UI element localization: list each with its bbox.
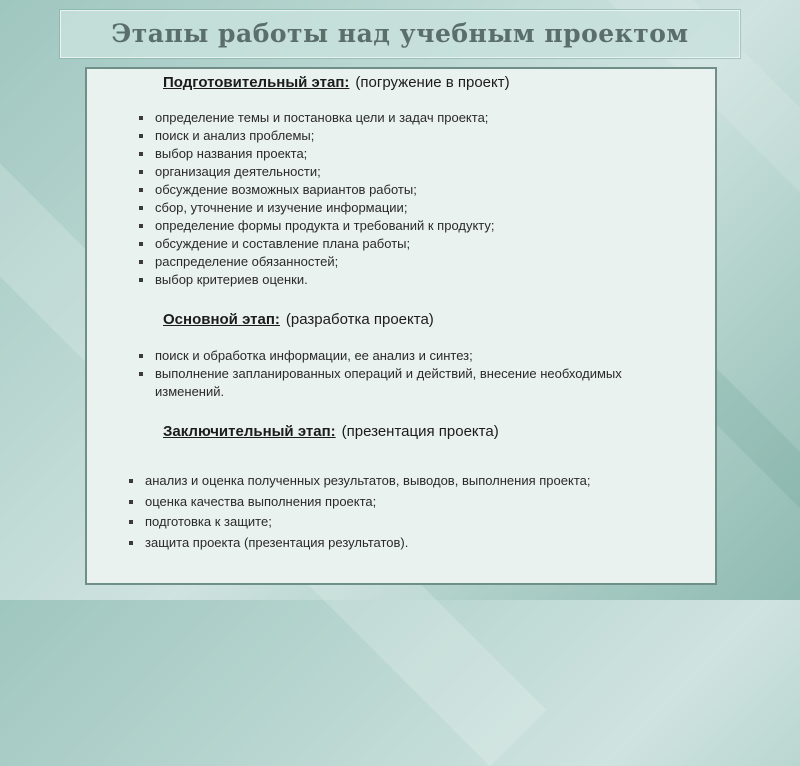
slide-title: Этапы работы над учебным проектом [111, 19, 689, 48]
stage-heading-main [163, 311, 434, 328]
list-item: обсуждение возможных вариантов работы; [137, 181, 697, 199]
list-item: анализ и оценка полученных результатов, выводов, выполнения проекта; [127, 471, 697, 492]
list-item: поиск и анализ проблемы; [137, 127, 697, 145]
stage-heading-preparatory [163, 74, 510, 91]
list-item: оценка качества выполнения проекта; [127, 492, 697, 513]
list-item: поиск и обработка информации, ее анализ и синтез; [137, 347, 637, 365]
list-item: определение формы продукта и требований к продукту; [137, 217, 697, 235]
stage-subtitle: (презентация проекта) [341, 423, 499, 440]
stage-list-final [127, 471, 697, 553]
list-item: выполнение запланированных операций и действий, внесение необходимых изменений. [137, 365, 637, 401]
list-item: выбор критериев оценки. [137, 271, 697, 289]
title-bar [60, 10, 740, 58]
stage-heading-final [163, 423, 499, 440]
list-item: определение темы и постановка цели и задач проекта; [137, 109, 697, 127]
list-item: сбор, уточнение и изучение информации; [137, 199, 697, 217]
stage-list-main [137, 347, 637, 401]
stage-name: Заключительный этап: [163, 423, 336, 440]
stage-subtitle: (разработка проекта) [285, 311, 434, 328]
list-item: выбор названия проекта; [137, 145, 697, 163]
list-item: подготовка к защите; [127, 512, 697, 533]
list-item: защита проекта (презентация результатов). [127, 533, 697, 554]
stage-name: Основной этап: [163, 311, 280, 328]
list-item: распределение обязанностей; [137, 253, 697, 271]
content-panel [85, 67, 717, 585]
stage-list-preparatory [137, 109, 697, 289]
list-item: обсуждение и составление плана работы; [137, 235, 697, 253]
stage-name: Подготовительный этап: [163, 74, 350, 91]
stage-subtitle: (погружение в проект) [355, 74, 510, 91]
list-item: организация деятельности; [137, 163, 697, 181]
